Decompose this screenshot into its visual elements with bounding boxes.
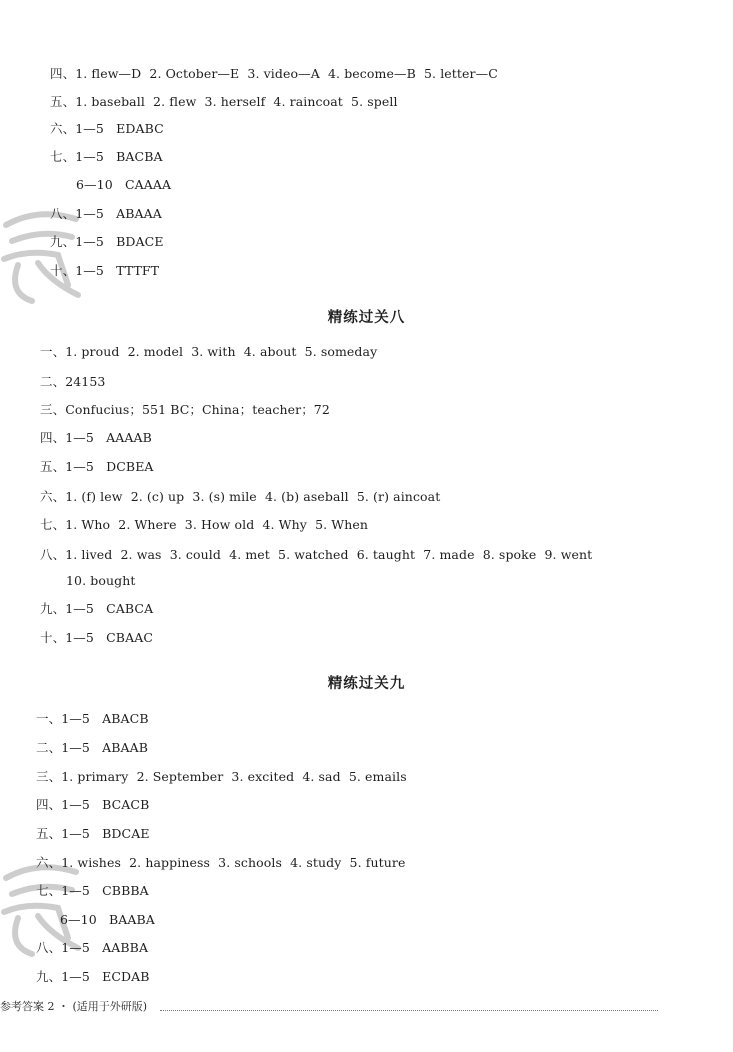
answer-line: 八、1—5 ABAAA (50, 206, 162, 221)
answer-line: 三、1. primary 2. September 3. excited 4. sad 5. emails (36, 769, 407, 784)
answer-line: 九、1—5 ECDAB (36, 969, 150, 984)
answer-line: 七、1. Who 2. Where 3. How old 4. Why 5. When (40, 517, 369, 532)
section-title: 精练过关八 (327, 310, 406, 326)
answer-line: 五、1—5 DCBEA (40, 459, 154, 474)
answer-line: 七、1—5 CBBBA (36, 883, 149, 898)
answer-line: 十、1—5 CBAAC (40, 630, 153, 645)
answer-line: 十、1—5 TTTFT (50, 263, 160, 278)
answer-line: 一、1. proud 2. model 3. with 4. about 5. someday (40, 344, 378, 359)
answer-line: 六、1. (f) lew 2. (c) up 3. (s) mile 4. (b) aseball 5. (r) aincoat (40, 489, 441, 504)
answer-line: 五、1—5 BDCAE (36, 826, 150, 841)
page-footer: 参考答案 2 ・ (适用于外研版) (0, 1000, 148, 1013)
answer-line: 八、1. lived 2. was 3. could 4. met 5. watched 6. taught 7. made 8. spoke 9. went (40, 547, 593, 562)
answer-line: 二、1—5 ABAAB (36, 740, 149, 755)
answer-line: 四、1—5 AAAAB (40, 430, 152, 445)
answer-line: 二、24153 (40, 374, 106, 389)
answer-line: 七、1—5 BACBA (50, 149, 163, 164)
footer-dotted-rule (160, 1010, 658, 1011)
answer-line: 六、1. wishes 2. happiness 3. schools 4. study 5. future (36, 855, 406, 870)
answer-line: 四、1—5 BCACB (36, 797, 150, 812)
answer-line: 四、1. flew—D 2. October—E 3. video—A 4. become—B 5. letter—C (50, 66, 498, 81)
answer-line: 一、1—5 ABACB (36, 711, 149, 726)
answer-line: 五、1. baseball 2. flew 3. herself 4. raincoat 5. spell (50, 94, 398, 109)
answer-line: 10. bought (66, 573, 136, 588)
answer-line: 九、1—5 BDACE (50, 234, 164, 249)
answer-line: 6—10 CAAAA (76, 177, 172, 192)
answer-line: 九、1—5 CABCA (40, 601, 154, 616)
answer-line: 6—10 BAABA (60, 912, 155, 927)
section-title: 精练过关九 (327, 676, 406, 692)
answer-line: 六、1—5 EDABC (50, 121, 164, 136)
answer-line: 三、Confucius；551 BC；China；teacher；72 (40, 402, 330, 417)
answer-line: 八、1—5 AABBA (36, 940, 149, 955)
